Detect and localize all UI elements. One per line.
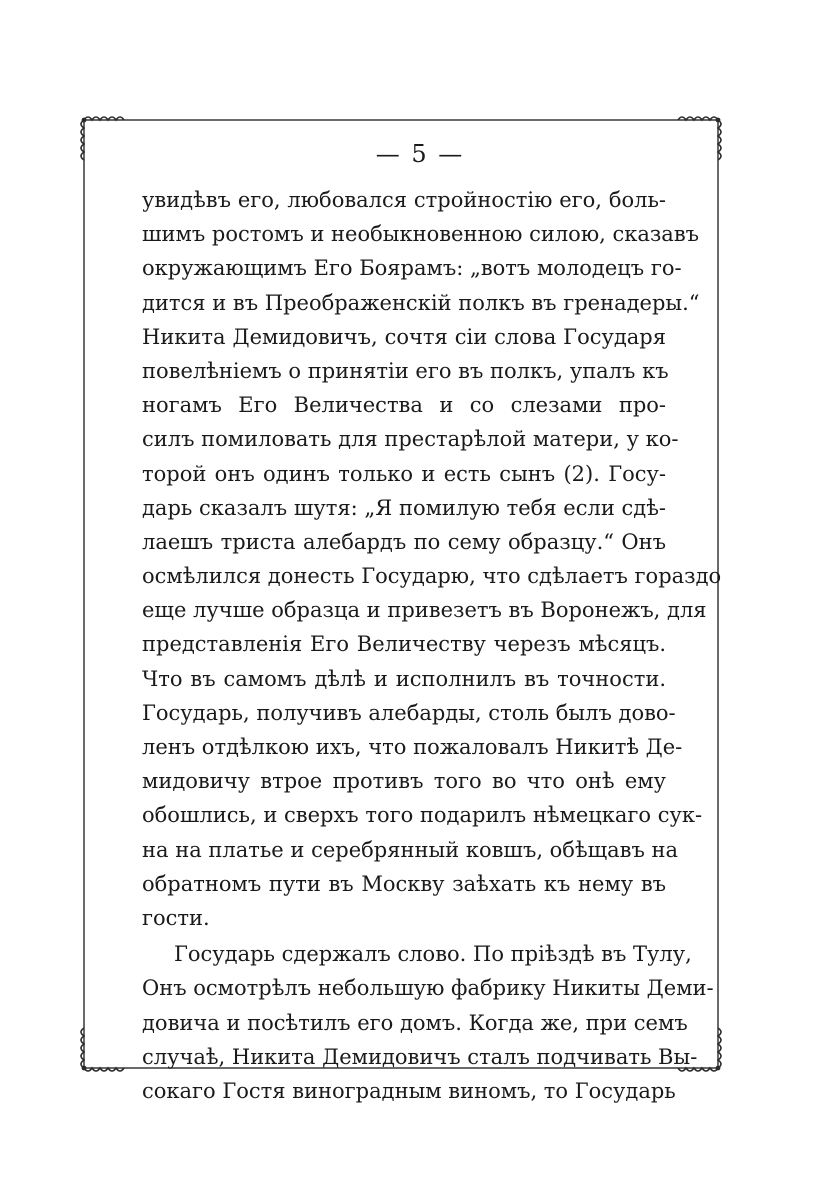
text-line: мидовичу втрое противъ того во что онѣ ему [142,769,666,794]
text-line: окружающимъ Его Боярамъ: „вотъ молодецъ го- [142,256,682,281]
paragraph-2 [142,937,714,1108]
text-line: представленія Его Величеству черезъ мѣсяцъ. [142,632,666,657]
text-line: сокаго Гостя виноградным винoмъ, то Государь [142,1078,676,1103]
text-line: Государь сдержалъ слово. По пріѣздѣ въ Тулу, [174,942,692,967]
text-line: осмѣлился донесть Государю, что сдѣлаетъ гораздо [142,564,722,589]
text-line: шимъ ростомъ и необыкновенною силою, сказавъ [142,222,700,247]
text-line: Никита Демидовичъ, сочтя сіи слова Государя [142,324,666,349]
paragraph-1 [142,183,722,935]
text-line: торой онъ одинъ только и есть сынъ (2). Госу- [142,461,666,486]
text-line: повелѣніемъ о принятіи его въ полкъ, упалъ къ [142,358,669,383]
text-line: обратномъ пути въ Москву заѣхать къ нему въ [142,871,666,896]
text-line: довича и посѣтилъ его домъ. Когда же, при семъ [142,1010,688,1035]
text-line: Онъ осмотрѣлъ небольшую фабрику Никиты Деми- [142,976,714,1001]
text-line: еще лучше образца и привезетъ въ Воронежъ, для [142,598,707,623]
text-line: Что въ самомъ дѣлѣ и исполнилъ въ точности. [142,666,666,691]
page-number: — 5 — [375,140,465,168]
text-line: ногамъ Его Величества и со слезами про- [142,393,666,418]
body-text [142,183,722,1108]
text-line: случаѣ, Никита Демидовичъ сталъ подчивать Вы- [142,1044,698,1069]
text-line: ленъ отдѣлкою ихъ, что пожаловалъ Никитѣ Де- [142,735,683,759]
text-line: Государь, получивъ алебарды, столь былъ дово- [142,700,676,725]
text-line: увидѣвъ его, любовался стройностію его, боль- [142,188,666,212]
text-line: лаешъ триста алебардъ по сему образцу.“ Онъ [142,529,666,554]
text-line: гости. [142,905,210,930]
text-line: дарь сказалъ шутя: „Я помилую тебя если сдѣ- [142,495,666,520]
text-line: на на платье и серебрянный ковшъ, обѣщавъ на [142,837,679,862]
text-line: обошлись, и сверхъ того подарилъ нѣмецкаго сук- [142,803,703,828]
text-line: дится и въ Преображенскій полкъ въ гренадеры.“ [142,290,700,315]
text-line: силъ помиловать для престарѣлой матери, у ко- [142,427,679,452]
